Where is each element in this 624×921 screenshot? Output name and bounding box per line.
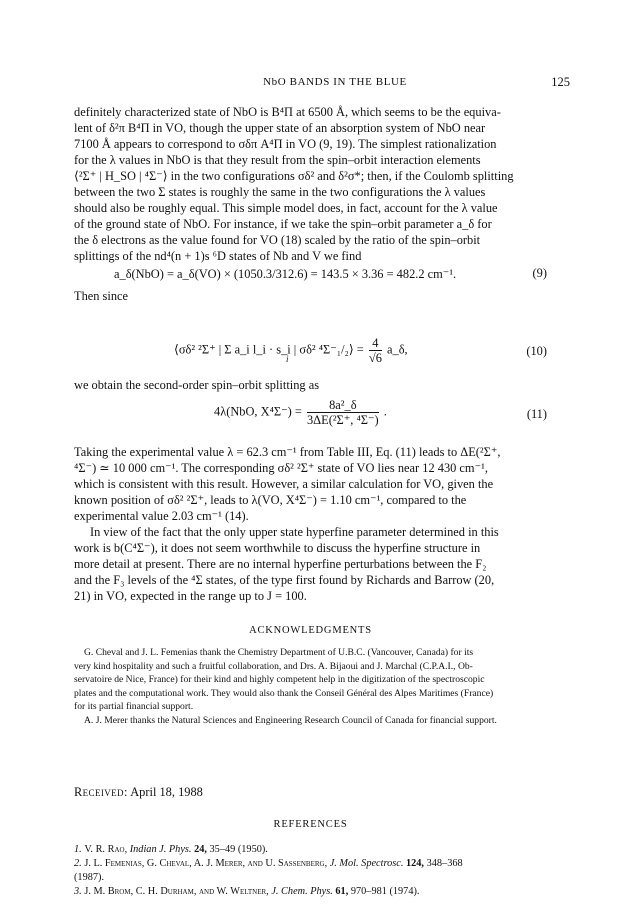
paragraph-experimental-value: [74, 444, 547, 604]
text-line: Taking the experimental value λ = 62.3 cm⁻¹ from Table III, Eq. (11) leads to ΔE(²Σ⁺,: [74, 445, 501, 459]
equation-11-number: (11): [526, 407, 547, 421]
text-line: of the ground state of NbO. For instance, if we take the spin–orbit parameter a_δ for: [74, 217, 492, 231]
text-line: servatoire de Nice, France) for their kind and highly competent help in the digitization of the spectroscopic: [74, 674, 485, 685]
paragraph-spin-orbit: [74, 104, 547, 264]
reference-item: 1. V. R. Rao, Indian J. Phys. 24, 35–49 (1950).: [74, 844, 268, 855]
text-line: should also be roughly equal. This simple model does, in fact, account for the λ value: [74, 201, 498, 215]
references-heading: REFERENCES: [273, 819, 348, 830]
equation-10-number: (10): [526, 344, 547, 358]
equation-9-number: (9): [532, 266, 547, 280]
text-line: we obtain the second-order spin–orbit splitting as: [74, 378, 320, 392]
equation-11-fraction: [307, 398, 379, 427]
text-line: known position of σδ² ²Σ⁺, leads to λ(VO, X⁴Σ⁻) = 1.10 cm⁻¹, compared to the: [74, 493, 467, 507]
equation-11-expression: [214, 398, 387, 427]
equation-11-tail: .: [383, 404, 387, 419]
text-line: the δ electrons as the value found for VO (18) scaled by the ratio of the spin–orbit: [74, 233, 481, 247]
text-line: experimental value 2.03 cm⁻¹ (14).: [74, 509, 249, 523]
text-line: plates and the computational work. They would also thank the Conseil Général des Alpes Maritimes (France): [74, 687, 494, 699]
text-line: work is b(C⁴Σ⁻), it does not seem worthwhile to discuss the hyperfine structure in: [74, 541, 481, 555]
equation-10-fraction: [369, 336, 382, 365]
text-line: ⟨²Σ⁺ | H_SO | ⁴Σ⁻⟩ in the two configurations σδ² and δ²σ*; then, if the Coulomb splitting: [74, 169, 514, 183]
text-line: and the F₃ levels of the ⁴Σ states, of the type first found by Richards and Barrow (20,: [74, 573, 495, 587]
received-label: Received:: [74, 785, 128, 799]
text-line: for the λ values in NbO is that they result from the spin–orbit interaction elements: [74, 153, 481, 167]
equation-9-expression: a_δ(NbO) = a_δ(VO) × (1050.3/312.6) = 143.5 × 3.36 = 482.2 cm⁻¹.: [114, 267, 457, 281]
references-list: [74, 843, 547, 899]
text-line: definitely characterized state of NbO is B⁴Π at 6500 Å, which seems to be the equiva-: [74, 105, 501, 119]
equation-10-lhs: ⟨σδ² ²Σ⁺ | Σ a_i l_i · s_i | σδ² ⁴Σ⁻₁/₂⟩ =: [174, 342, 364, 357]
sum-index: i: [286, 354, 289, 364]
reference-item: 3. J. M. Brom, C. H. Durham, and W. Weltner, J. Chem. Phys. 61, 970–981 (1974).: [74, 886, 420, 897]
text-line: lent of δ²π B⁴Π in VO, though the upper state of an absorption system of NbO near: [74, 121, 486, 135]
text-line: more detail at present. There are no internal hyperfine perturbations between the F₂: [74, 557, 487, 571]
equation-11: [74, 398, 547, 434]
acknowledgments-heading: ACKNOWLEDGMENTS: [249, 625, 372, 636]
reference-continuation: (1987).: [74, 872, 105, 883]
running-header: [100, 76, 570, 94]
text-line: ⁴Σ⁻) ≃ 10 000 cm⁻¹. The corresponding σδ² ²Σ⁺ state of VO lies near 12 430 cm⁻¹,: [74, 461, 488, 475]
received-date-line: [74, 785, 203, 800]
text-line: very kind hospitality and such a fruitful collaboration, and Drs. A. Bijaoui and J. Marchal (C.P.A.I., Ob-: [74, 660, 473, 672]
equation-10: [74, 336, 547, 372]
text-line: splittings of the nd⁴(n + 1)s ⁶D states of Nb and V we find: [74, 249, 362, 263]
fraction-numerator: 4: [369, 336, 382, 351]
text-line: for its partial financial support.: [74, 701, 194, 712]
text-line: G. Cheval and J. L. Femenias thank the Chemistry Department of U.B.C. (Vancouver, Canada) for its: [84, 647, 474, 658]
text-line: A. J. Merer thanks the Natural Sciences and Engineering Research Council of Canada for financial support.: [84, 714, 497, 726]
running-title: NbO BANDS IN THE BLUE: [263, 76, 407, 88]
equation-11-lhs: 4λ(NbO, X⁴Σ⁻) =: [214, 404, 302, 419]
text-line: In view of the fact that the only upper state hyperfine parameter determined in this: [90, 525, 499, 539]
text-line: between the two Σ states is roughly the same in the two configurations the λ values: [74, 185, 486, 199]
then-since-line: [74, 288, 547, 304]
fraction-denominator: √6: [368, 351, 382, 365]
text-line: Then since: [74, 289, 129, 303]
obtain-line: [74, 377, 547, 393]
page-number: 125: [551, 75, 570, 89]
fraction-denominator: 3ΔE(²Σ⁺, ⁴Σ⁻): [306, 413, 379, 427]
text-line: 7100 Å appears to correspond to σδπ A⁴Π in VO (9, 19). The simplest rationalization: [74, 137, 497, 151]
reference-item: 2. J. L. Femenias, G. Cheval, A. J. Merer, and U. Sassenberg, J. Mol. Spectrosc. 124, 348–368: [74, 858, 463, 869]
equation-10-expression: [174, 336, 408, 365]
received-date: April 18, 1988: [130, 785, 203, 799]
text-line: which is consistent with this result. However, a similar calculation for VO, given the: [74, 477, 494, 491]
acknowledgments-text: [74, 646, 547, 727]
equation-10-rhs-tail: a_δ,: [387, 342, 408, 357]
equation-9: [74, 266, 547, 284]
fraction-numerator: 8a²_δ: [307, 398, 379, 413]
text-line: 21) in VO, expected in the range up to J = 100.: [74, 589, 307, 603]
